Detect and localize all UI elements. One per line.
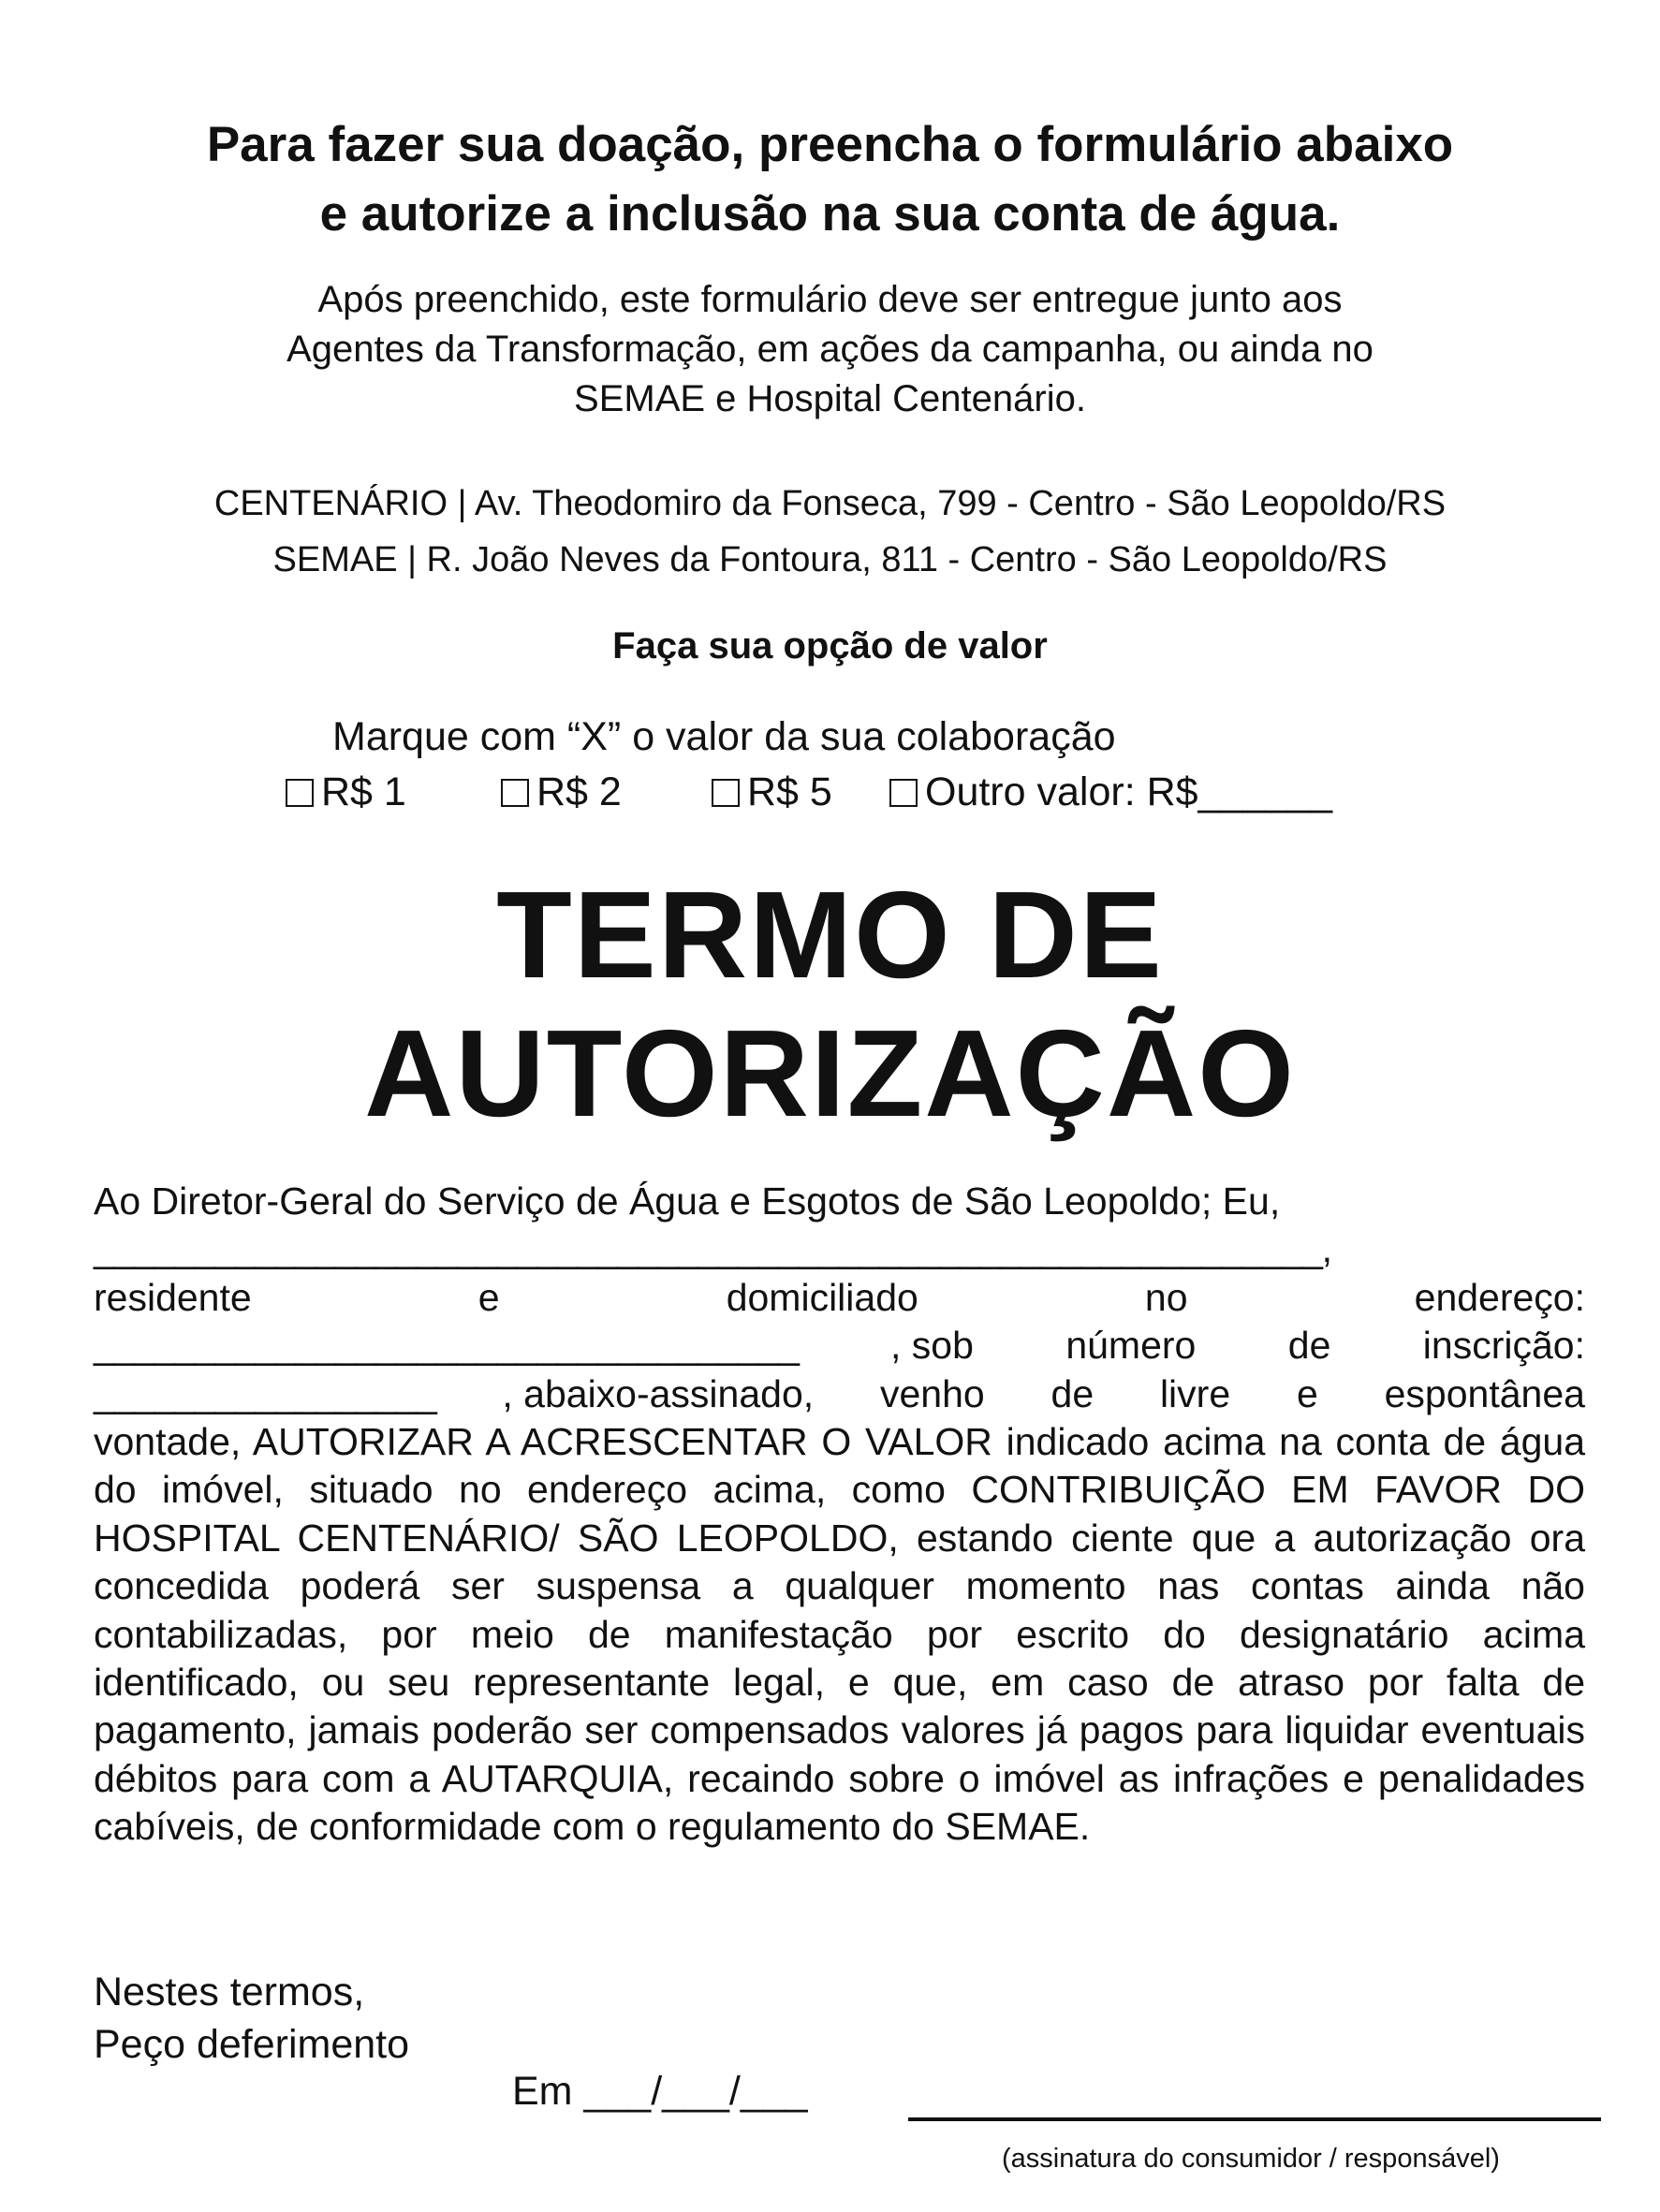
word: e bbox=[1296, 1371, 1318, 1415]
word: endereço: bbox=[1414, 1275, 1585, 1319]
inscricao-blank[interactable]: _________________ bbox=[94, 1371, 436, 1415]
intro-line-2: Agentes da Transformação, em ações da campanha, ou ainda no bbox=[286, 329, 1374, 370]
option-label: R$ 1 bbox=[321, 769, 406, 814]
value-instruction: Marque com “X” o valor da sua colaboração bbox=[332, 714, 1116, 759]
option-rs5[interactable] bbox=[712, 769, 832, 815]
headline bbox=[0, 110, 1660, 249]
option-rs2[interactable] bbox=[501, 769, 622, 815]
word: no bbox=[1144, 1275, 1188, 1319]
word: , sob bbox=[890, 1324, 974, 1368]
word: residente bbox=[94, 1275, 252, 1319]
headline-line-1: Para fazer sua doação, preencha o formulário abaixo bbox=[206, 117, 1454, 172]
name-blank[interactable]: _____________________________________________________________, bbox=[94, 1227, 1331, 1271]
word: domiciliado bbox=[726, 1275, 918, 1319]
intro-line-3: SEMAE e Hospital Centenário. bbox=[574, 378, 1086, 419]
closing bbox=[94, 1966, 409, 2071]
title-line-2: AUTORIZAÇÃO bbox=[364, 1004, 1296, 1142]
centenario-address: CENTENÁRIO | Av. Theodomiro da Fonseca, 799 - Centro - São Leopoldo/RS bbox=[213, 484, 1447, 523]
inscricao-line bbox=[94, 1370, 1585, 1418]
word: número bbox=[1065, 1324, 1197, 1368]
option-rs1[interactable] bbox=[286, 769, 406, 815]
checkbox-icon[interactable] bbox=[286, 779, 314, 807]
checkbox-icon[interactable] bbox=[712, 779, 740, 807]
authorization-body bbox=[94, 1178, 1585, 1852]
word: de bbox=[1050, 1371, 1094, 1415]
word: de bbox=[1287, 1324, 1331, 1368]
signature-line[interactable] bbox=[908, 2117, 1601, 2121]
semae-address: SEMAE | R. João Neves da Fontoura, 811 - Centro - São Leopoldo/RS bbox=[272, 540, 1388, 579]
checkbox-icon[interactable] bbox=[889, 779, 918, 807]
intro-line-1: Após preenchido, este formulário deve ser entregue junto aos bbox=[317, 279, 1343, 320]
option-other-value[interactable] bbox=[889, 769, 1332, 815]
checkbox-icon[interactable] bbox=[501, 779, 529, 807]
value-option-title: Faça sua opção de valor bbox=[612, 625, 1048, 667]
word: espontânea bbox=[1384, 1371, 1585, 1415]
document-title bbox=[0, 866, 1660, 1143]
word: venho bbox=[879, 1371, 985, 1415]
intro-text bbox=[0, 275, 1660, 424]
closing-line-1: Nestes termos, bbox=[94, 1970, 365, 2014]
option-label: Outro valor: R$______ bbox=[925, 769, 1333, 814]
authorization-paragraph: vontade, AUTORIZAR A ACRESCENTAR O VALOR indicado acima na conta de água do imóvel, situado no endereço acima, como CONTRIBUIÇÃO EM FAVOR DO HOSPITAL CENTENÁRIO/ SÃO LEOPOLDO, estando ciente que a autorização ora concedida poderá ser suspensa a qualquer momento nas contas ainda não contabilizadas, por meio de manifestação por escrito do designatário acima identificado, ou seu representante legal, e que, em caso de atraso por falta de pagamento, jamais poderão ser compensados valores já pagos para liquidar eventuais débitos para com a AUTARQUIA, recaindo sobre o imóvel as infrações e penalidades cabíveis, de conformidade com o regulamento do SEMAE. bbox=[94, 1420, 1585, 1849]
date-field[interactable]: Em ___/___/___ bbox=[512, 2069, 808, 2114]
opening-line: Ao Diretor-Geral do Serviço de Água e Esgotos de São Leopoldo; Eu, bbox=[94, 1179, 1281, 1223]
word: livre bbox=[1159, 1371, 1231, 1415]
headline-line-2: e autorize a inclusão na sua conta de água. bbox=[319, 186, 1341, 242]
word: , abaixo-assinado, bbox=[502, 1371, 815, 1415]
option-label: R$ 5 bbox=[747, 769, 832, 814]
option-label: R$ 2 bbox=[536, 769, 622, 814]
residente-line bbox=[94, 1274, 1585, 1322]
signature-caption: (assinatura do consumidor / responsável) bbox=[1002, 2144, 1500, 2174]
word: inscrição: bbox=[1422, 1324, 1585, 1368]
address-block bbox=[0, 476, 1660, 588]
word: e bbox=[477, 1275, 500, 1319]
address-line bbox=[94, 1322, 1585, 1370]
title-line-1: TERMO DE bbox=[496, 866, 1164, 1003]
closing-line-2: Peço deferimento bbox=[94, 2022, 410, 2067]
address-blank[interactable]: ___________________________________ bbox=[94, 1324, 799, 1368]
